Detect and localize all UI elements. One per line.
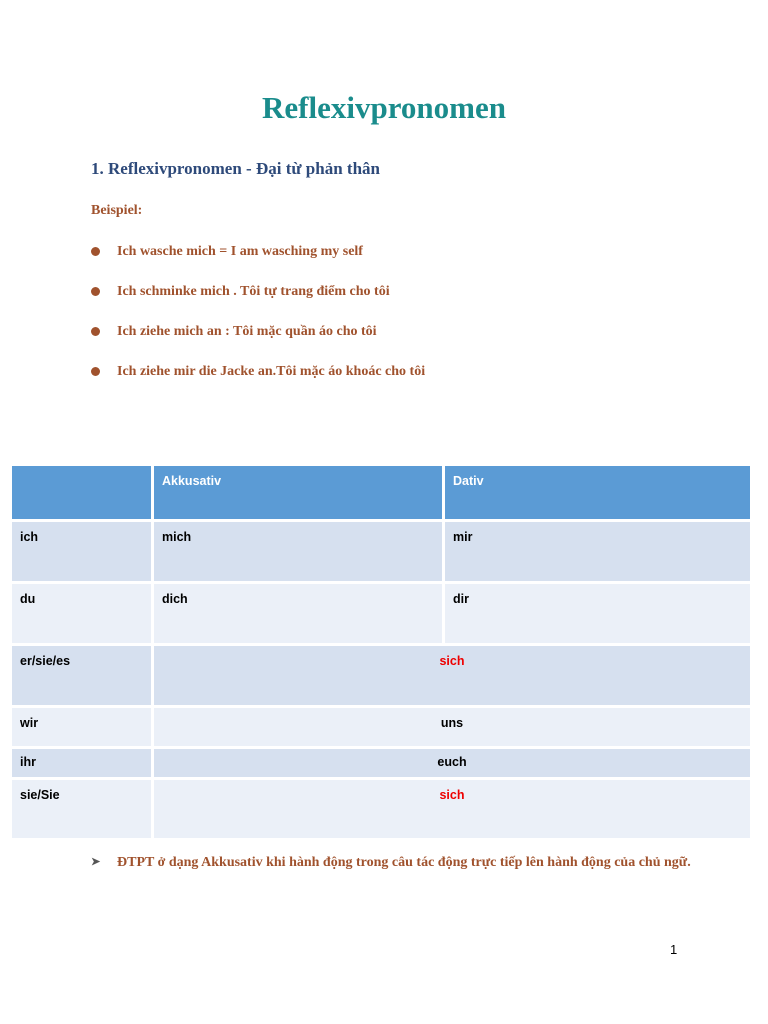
bullet-icon — [91, 247, 100, 256]
table-cell: euch — [154, 749, 750, 777]
page-title: Reflexivpronomen — [262, 90, 506, 125]
table-cell: ich — [12, 522, 151, 581]
table-row — [12, 708, 750, 746]
note-text: ĐTPT ở dạng Akkusativ khi hành động trong câu tác động trực tiếp lên hành động của chủ ngữ. — [117, 855, 691, 870]
table-header-cell: Akkusativ — [154, 466, 442, 519]
table-cell: sie/Sie — [12, 780, 151, 838]
table-cell: uns — [154, 708, 750, 746]
table-row — [12, 522, 750, 581]
list-item: Ich schminke mich . Tôi tự trang điểm cho tôi — [91, 282, 425, 322]
table-cell: mich — [154, 522, 442, 581]
table-cell: du — [12, 584, 151, 643]
table-header-cell: Dativ — [445, 466, 750, 519]
table-header-row — [12, 466, 750, 519]
bullet-icon — [91, 327, 100, 336]
section-heading: 1. Reflexivpronomen - Đại từ phản thân — [91, 159, 380, 178]
table-cell: dich — [154, 584, 442, 643]
table-cell: sich — [154, 780, 750, 838]
list-item: Ich wasche mich = I am wasching my self — [91, 242, 425, 282]
example-list — [91, 242, 425, 402]
table-row — [12, 780, 750, 838]
example-label: Beispiel: — [91, 203, 143, 218]
bullet-icon — [91, 287, 100, 296]
list-item: Ich ziehe mir die Jacke an.Tôi mặc áo khoác cho tôi — [91, 362, 425, 402]
note-paragraph — [91, 849, 691, 876]
table-cell: dir — [445, 584, 750, 643]
table-cell: ihr — [12, 749, 151, 777]
table-row — [12, 749, 750, 777]
list-item: Ich ziehe mich an : Tôi mặc quần áo cho tôi — [91, 322, 425, 362]
arrow-bullet-icon: ➤ — [91, 856, 101, 868]
table-row — [12, 646, 750, 705]
table-header-cell — [12, 466, 151, 519]
table-cell: er/sie/es — [12, 646, 151, 705]
table-row — [12, 584, 750, 643]
table-cell: sich — [154, 646, 750, 705]
bullet-icon — [91, 367, 100, 376]
table-cell: wir — [12, 708, 151, 746]
page-number: 1 — [670, 942, 678, 957]
table-cell: mir — [445, 522, 750, 581]
pronoun-table — [12, 466, 750, 841]
